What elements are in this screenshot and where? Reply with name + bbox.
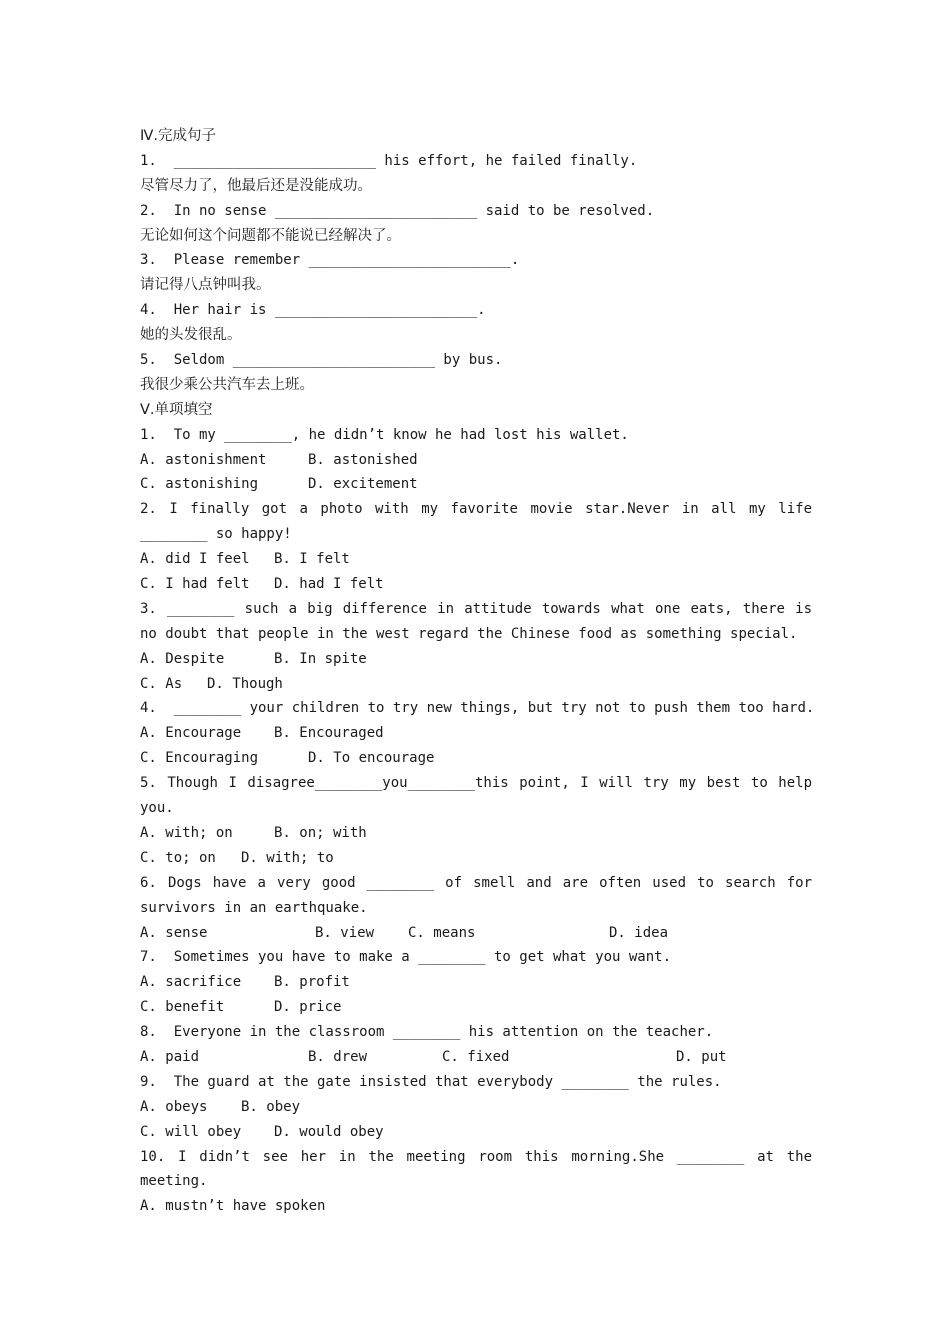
question-8-option-b: B. drew <box>308 1048 368 1065</box>
question-3-options-ab <box>140 647 812 672</box>
question-2-option-d: D. had I felt <box>274 576 384 593</box>
question-2-continued: ________ so happy! <box>140 526 292 543</box>
question-3-option-c: C. As <box>140 675 183 692</box>
question-2-options-cd <box>140 572 812 597</box>
question-8-option-a: A. paid <box>140 1048 200 1065</box>
question-8-options <box>140 1045 812 1070</box>
question-7-option-a: A. sacrifice <box>140 974 242 991</box>
question-2-option-b: B. I felt <box>274 551 350 568</box>
section-heading-complete-sentences: Ⅳ.完成句子 <box>140 128 216 144</box>
question-5-options-cd <box>140 846 812 871</box>
question-3-option-b: B. In spite <box>274 650 367 667</box>
question-10-option-a: A. mustn’t have spoken <box>140 1198 326 1215</box>
question-4-option-b: B. Encouraged <box>274 725 384 742</box>
question-1-option-b: B. astonished <box>308 451 418 468</box>
sentence-4-translation: 她的头发很乱。 <box>140 327 242 344</box>
question-6: 6. Dogs have a very good ________ of smell and are often used to search for <box>140 874 812 891</box>
question-6-continued: survivors in an earthquake. <box>140 899 368 916</box>
question-9: 9. The guard at the gate insisted that everybody ________ the rules. <box>140 1073 722 1090</box>
question-9-option-d: D. would obey <box>274 1123 384 1140</box>
sentence-5-translation: 我很少乘公共汽车去上班。 <box>140 376 314 393</box>
question-8: 8. Everyone in the classroom ________ his attention on the teacher. <box>140 1024 714 1041</box>
exercise-content <box>140 124 815 1219</box>
question-3-continued: no doubt that people in the west regard the Chinese food as something special. <box>140 625 798 642</box>
section-heading-multiple-choice: Ⅴ.单项填空 <box>140 401 213 418</box>
question-7-options-cd <box>140 995 812 1020</box>
question-6-options <box>140 921 812 946</box>
question-3: 3. ________ such a big difference in attitude towards what one eats, there is <box>140 600 812 617</box>
question-4-option-d: D. To encourage <box>308 750 435 767</box>
question-4-options-ab <box>140 721 812 746</box>
question-1-options-ab <box>140 448 812 473</box>
sentence-3: 3. Please remember ________________________. <box>140 252 520 269</box>
question-3-option-a: A. Despite <box>140 650 225 667</box>
question-7-option-b: B. profit <box>274 974 350 991</box>
question-5: 5. Though I disagree________you________this point, I will try my best to help <box>140 775 812 792</box>
question-6-option-c: C. means <box>408 924 476 941</box>
question-8-option-c: C. fixed <box>442 1048 510 1065</box>
sentence-3-translation: 请记得八点钟叫我。 <box>140 277 271 294</box>
question-5-continued: you. <box>140 800 174 817</box>
question-1-option-c: C. astonishing <box>140 476 259 493</box>
question-7: 7. Sometimes you have to make a ________ to get what you want. <box>140 949 672 966</box>
question-1-options-cd <box>140 472 812 497</box>
question-7-options-ab <box>140 970 812 995</box>
question-4-options-cd <box>140 746 812 771</box>
question-7-option-d: D. price <box>274 999 342 1016</box>
question-9-options-cd <box>140 1120 812 1145</box>
question-8-option-d: D. put <box>676 1048 727 1065</box>
question-4-option-a: A. Encourage <box>140 725 242 742</box>
question-9-options-ab <box>140 1095 812 1120</box>
question-5-option-b: B. on; with <box>274 824 367 841</box>
question-6-option-b: B. view <box>315 924 375 941</box>
question-2: 2. I finally got a photo with my favorite movie star.Never in all my life <box>140 501 812 518</box>
question-9-option-c: C. will obey <box>140 1123 242 1140</box>
question-5-options-ab <box>140 821 812 846</box>
sentence-4: 4. Her hair is ________________________. <box>140 302 486 319</box>
sentence-1: 1. ________________________ his effort, he failed finally. <box>140 152 638 169</box>
question-3-option-d: D. Though <box>207 675 283 692</box>
question-7-option-c: C. benefit <box>140 999 225 1016</box>
question-9-option-b: B. obey <box>241 1098 301 1115</box>
question-2-option-a: A. did I feel <box>140 551 250 568</box>
question-1: 1. To my ________, he didn’t know he had lost his wallet. <box>140 426 629 443</box>
question-3-options-cd <box>140 672 812 697</box>
question-6-option-a: A. sense <box>140 924 208 941</box>
question-9-option-a: A. obeys <box>140 1098 208 1115</box>
sentence-2: 2. In no sense ________________________ said to be resolved. <box>140 202 655 219</box>
question-1-option-a: A. astonishment <box>140 451 267 468</box>
sentence-2-translation: 无论如何这个问题都不能说已经解决了。 <box>140 227 401 244</box>
question-2-options-ab <box>140 547 812 572</box>
question-10-continued: meeting. <box>140 1173 208 1190</box>
sentence-5: 5. Seldom ________________________ by bus. <box>140 352 503 369</box>
sentence-1-translation: 尽管尽力了，他最后还是没能成功。 <box>140 177 372 194</box>
question-10: 10. I didn’t see her in the meeting room this morning.She ________ at the <box>140 1148 812 1165</box>
question-5-option-a: A. with; on <box>140 824 233 841</box>
question-6-option-d: D. idea <box>609 924 669 941</box>
question-4-option-c: C. Encouraging <box>140 750 259 767</box>
question-2-option-c: C. I had felt <box>140 576 250 593</box>
question-4: 4. ________ your children to try new things, but try not to push them too hard. <box>140 700 815 717</box>
question-5-option-c: C. to; on <box>140 849 216 866</box>
question-5-option-d: D. with; to <box>241 849 334 866</box>
question-1-option-d: D. excitement <box>308 476 418 493</box>
